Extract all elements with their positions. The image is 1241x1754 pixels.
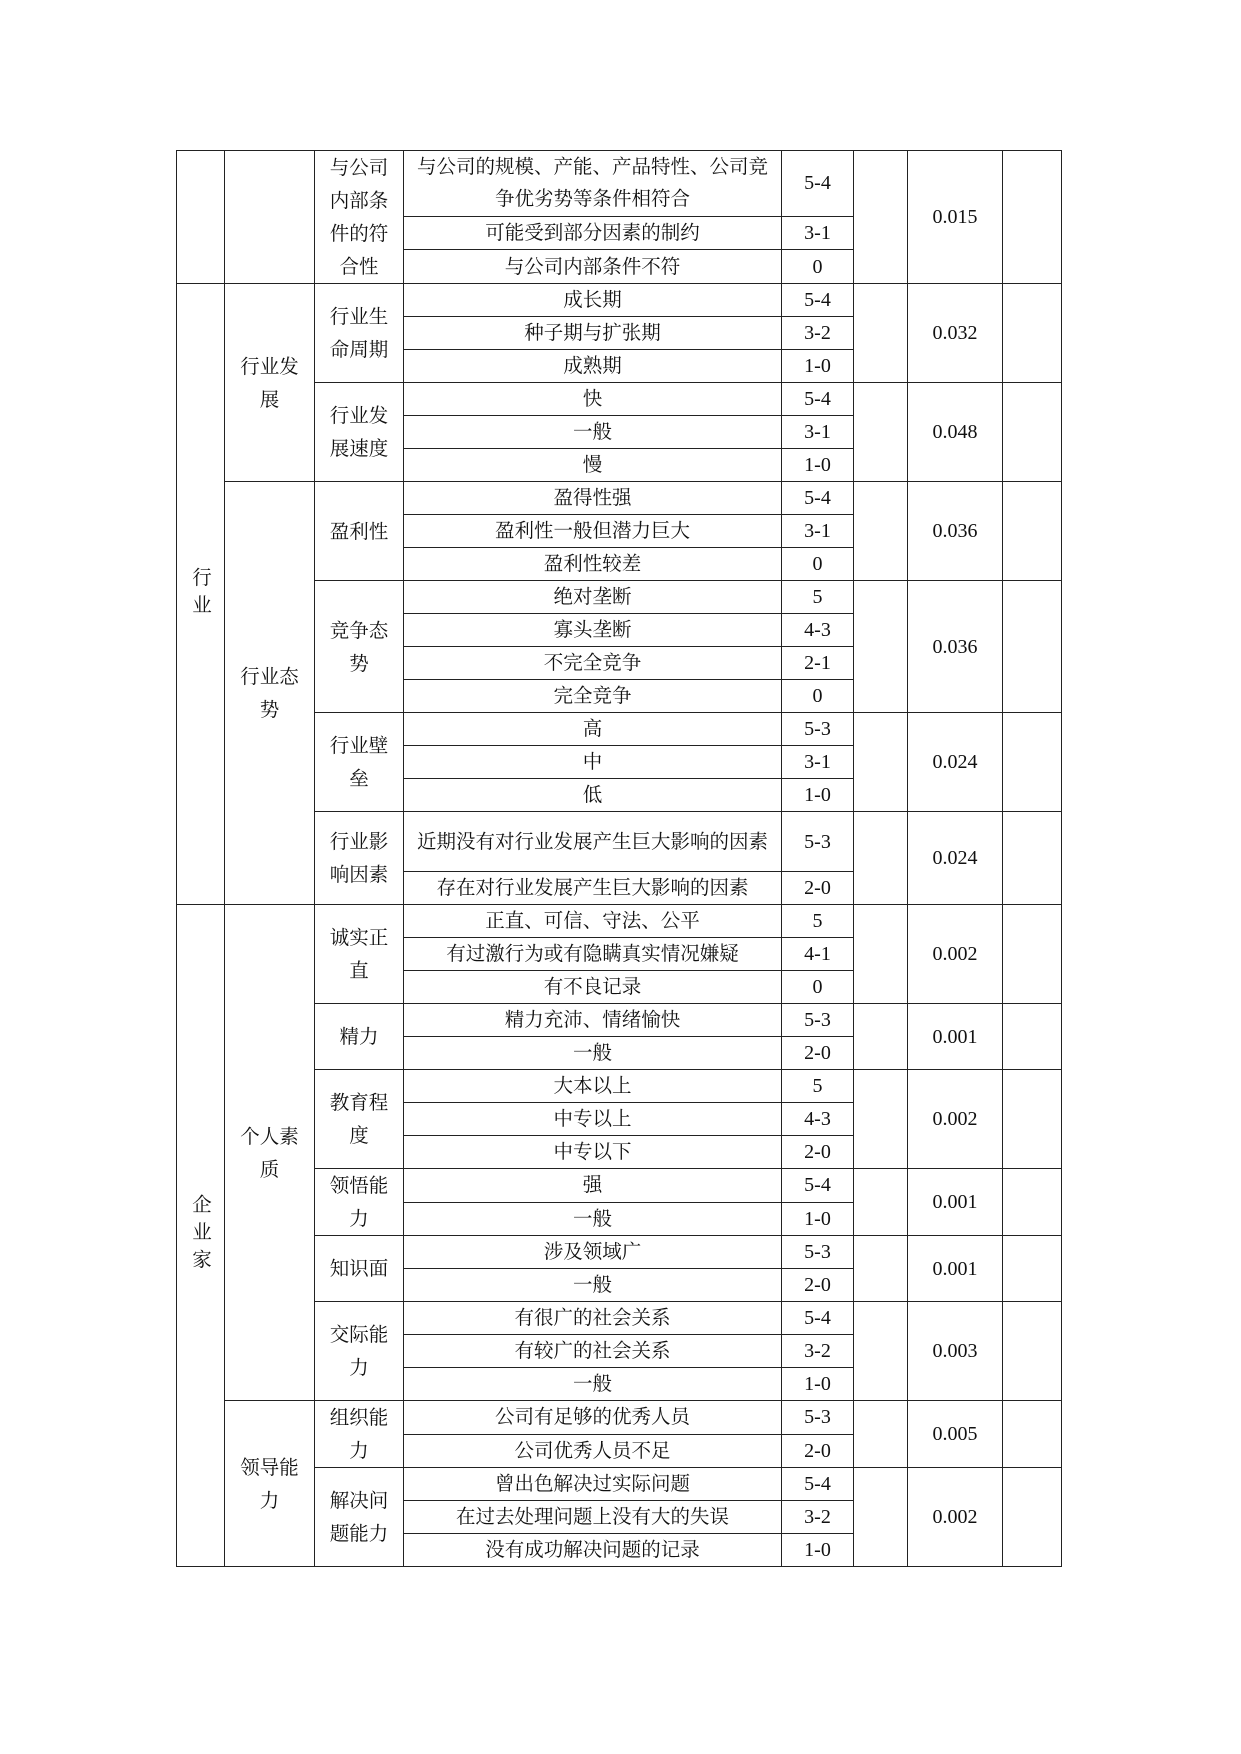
weighted-score-cell[interactable] [1003,1468,1062,1567]
criterion-cell: 完全竞争 [404,680,782,713]
table-row [177,482,1062,515]
criterion-cell: 涉及领域广 [404,1236,782,1269]
criterion-cell: 正直、可信、守法、公平 [404,905,782,938]
score-input-cell[interactable] [854,1236,908,1302]
criterion-cell: 没有成功解决问题的记录 [404,1534,782,1567]
indicator-cell: 教育程度 [315,1070,404,1169]
weighted-score-cell[interactable] [1003,482,1062,581]
score-cell: 5-3 [782,1236,854,1269]
score-cell: 5-4 [782,284,854,317]
score-cell: 5-3 [782,1401,854,1435]
criterion-cell: 一般 [404,1037,782,1070]
indicator-cell: 交际能力 [315,1302,404,1401]
evaluation-table [176,150,1062,1567]
indicator-cell: 与公司内部条件的符合性 [315,151,404,284]
score-cell: 1-0 [782,779,854,812]
criterion-cell: 慢 [404,449,782,482]
score-input-cell[interactable] [854,151,908,284]
subcategory-cell: 领导能力 [225,1401,315,1567]
score-cell: 3-1 [782,216,854,250]
score-input-cell[interactable] [854,1302,908,1401]
indicator-cell: 组织能力 [315,1401,404,1468]
weight-cell: 0.001 [908,1169,1003,1236]
criterion-cell: 盈利性较差 [404,548,782,581]
indicator-cell: 行业生命周期 [315,284,404,383]
weight-cell: 0.001 [908,1236,1003,1302]
score-cell: 5-3 [782,713,854,746]
score-cell: 0 [782,548,854,581]
score-cell: 5-4 [782,151,854,217]
weight-cell: 0.002 [908,905,1003,1004]
criterion-cell: 高 [404,713,782,746]
criterion-cell: 有很广的社会关系 [404,1302,782,1335]
indicator-cell: 竞争态势 [315,581,404,713]
weighted-score-cell[interactable] [1003,1004,1062,1070]
score-cell: 5-4 [782,482,854,515]
score-cell: 3-1 [782,746,854,779]
score-cell: 5 [782,581,854,614]
table-row [177,151,1062,217]
score-input-cell[interactable] [854,1401,908,1468]
score-input-cell[interactable] [854,812,908,905]
criterion-cell: 一般 [404,1269,782,1302]
score-cell: 4-3 [782,614,854,647]
criterion-cell: 一般 [404,416,782,449]
score-cell: 0 [782,680,854,713]
weighted-score-cell[interactable] [1003,905,1062,1004]
category-cell: 行业 [177,284,225,905]
score-cell: 3-2 [782,1335,854,1368]
criterion-cell: 有不良记录 [404,971,782,1004]
score-cell: 5-4 [782,1302,854,1335]
score-cell: 1-0 [782,1202,854,1236]
score-cell: 3-2 [782,317,854,350]
score-cell: 5-4 [782,383,854,416]
criterion-cell: 一般 [404,1368,782,1401]
table-row [177,284,1062,317]
category-cell [177,151,225,284]
criterion-cell: 曾出色解决过实际问题 [404,1468,782,1501]
criterion-cell: 不完全竞争 [404,647,782,680]
score-cell: 1-0 [782,1534,854,1567]
criterion-cell: 低 [404,779,782,812]
criterion-cell: 盈得性强 [404,482,782,515]
criterion-cell: 在过去处理问题上没有大的失误 [404,1501,782,1534]
criterion-cell: 有过激行为或有隐瞒真实情况嫌疑 [404,938,782,971]
weight-cell: 0.024 [908,812,1003,905]
criterion-cell: 有较广的社会关系 [404,1335,782,1368]
score-input-cell[interactable] [854,1468,908,1567]
indicator-cell: 知识面 [315,1236,404,1302]
criterion-cell: 绝对垄断 [404,581,782,614]
indicator-cell: 盈利性 [315,482,404,581]
criterion-cell: 成熟期 [404,350,782,383]
criterion-cell: 寡头垄断 [404,614,782,647]
weighted-score-cell[interactable] [1003,1401,1062,1468]
score-input-cell[interactable] [854,1004,908,1070]
criterion-cell: 与公司的规模、产能、产品特性、公司竞争优劣势等条件相符合 [404,151,782,217]
table-row [177,905,1062,938]
weight-cell: 0.002 [908,1468,1003,1567]
indicator-cell: 行业发展速度 [315,383,404,482]
criterion-cell: 快 [404,383,782,416]
weight-cell: 0.015 [908,151,1003,284]
criterion-cell: 中 [404,746,782,779]
weighted-score-cell[interactable] [1003,1070,1062,1169]
score-cell: 0 [782,250,854,284]
score-input-cell[interactable] [854,482,908,581]
table-row [177,1401,1062,1435]
weighted-score-cell[interactable] [1003,1236,1062,1302]
weight-cell: 0.036 [908,581,1003,713]
subcategory-cell: 个人素质 [225,905,315,1401]
subcategory-cell [225,151,315,284]
score-input-cell[interactable] [854,905,908,1004]
indicator-cell: 精力 [315,1004,404,1070]
weighted-score-cell[interactable] [1003,284,1062,383]
weight-cell: 0.003 [908,1302,1003,1401]
criterion-cell: 成长期 [404,284,782,317]
weight-cell: 0.032 [908,284,1003,383]
score-cell: 2-0 [782,1037,854,1070]
score-cell: 3-1 [782,515,854,548]
weighted-score-cell[interactable] [1003,581,1062,713]
criterion-cell: 大本以上 [404,1070,782,1103]
indicator-cell: 行业壁垒 [315,713,404,812]
score-input-cell[interactable] [854,581,908,713]
score-cell: 3-1 [782,416,854,449]
score-cell: 2-0 [782,1269,854,1302]
weight-cell: 0.048 [908,383,1003,482]
score-cell: 5-3 [782,1004,854,1037]
score-cell: 5-4 [782,1468,854,1501]
evaluation-table-page [176,150,1061,1584]
criterion-cell: 盈利性一般但潜力巨大 [404,515,782,548]
score-cell: 3-2 [782,1501,854,1534]
weighted-score-cell[interactable] [1003,812,1062,905]
score-cell: 1-0 [782,1368,854,1401]
criterion-cell: 公司有足够的优秀人员 [404,1401,782,1435]
criterion-cell: 近期没有对行业发展产生巨大影响的因素 [404,812,782,872]
indicator-cell: 领悟能力 [315,1169,404,1236]
score-cell: 5-4 [782,1169,854,1203]
weight-cell: 0.024 [908,713,1003,812]
criterion-cell: 种子期与扩张期 [404,317,782,350]
criterion-cell: 一般 [404,1202,782,1236]
weighted-score-cell[interactable] [1003,1169,1062,1236]
score-cell: 5-3 [782,812,854,872]
score-input-cell[interactable] [854,1169,908,1236]
criterion-cell: 存在对行业发展产生巨大影响的因素 [404,872,782,905]
score-cell: 5 [782,1070,854,1103]
score-cell: 5 [782,905,854,938]
criterion-cell: 中专以下 [404,1136,782,1169]
score-input-cell[interactable] [854,713,908,812]
subcategory-cell: 行业发展 [225,284,315,482]
score-cell: 0 [782,971,854,1004]
score-cell: 2-1 [782,647,854,680]
weight-cell: 0.001 [908,1004,1003,1070]
score-input-cell[interactable] [854,1070,908,1169]
score-cell: 4-3 [782,1103,854,1136]
criterion-cell: 中专以上 [404,1103,782,1136]
score-cell: 1-0 [782,449,854,482]
criterion-cell: 精力充沛、情绪愉快 [404,1004,782,1037]
score-input-cell[interactable] [854,383,908,482]
criterion-cell: 公司优秀人员不足 [404,1434,782,1468]
score-cell: 4-1 [782,938,854,971]
weighted-score-cell[interactable] [1003,383,1062,482]
weighted-score-cell[interactable] [1003,713,1062,812]
indicator-cell: 行业影响因素 [315,812,404,905]
criterion-cell: 强 [404,1169,782,1203]
weight-cell: 0.005 [908,1401,1003,1468]
score-cell: 1-0 [782,350,854,383]
category-cell: 企业家 [177,905,225,1567]
indicator-cell: 诚实正直 [315,905,404,1004]
score-input-cell[interactable] [854,284,908,383]
indicator-cell: 解决问题能力 [315,1468,404,1567]
score-cell: 2-0 [782,1434,854,1468]
weight-cell: 0.002 [908,1070,1003,1169]
criterion-cell: 可能受到部分因素的制约 [404,216,782,250]
weighted-score-cell[interactable] [1003,1302,1062,1401]
subcategory-cell: 行业态势 [225,482,315,905]
weighted-score-cell[interactable] [1003,151,1062,284]
score-cell: 2-0 [782,872,854,905]
weight-cell: 0.036 [908,482,1003,581]
criterion-cell: 与公司内部条件不符 [404,250,782,284]
score-cell: 2-0 [782,1136,854,1169]
